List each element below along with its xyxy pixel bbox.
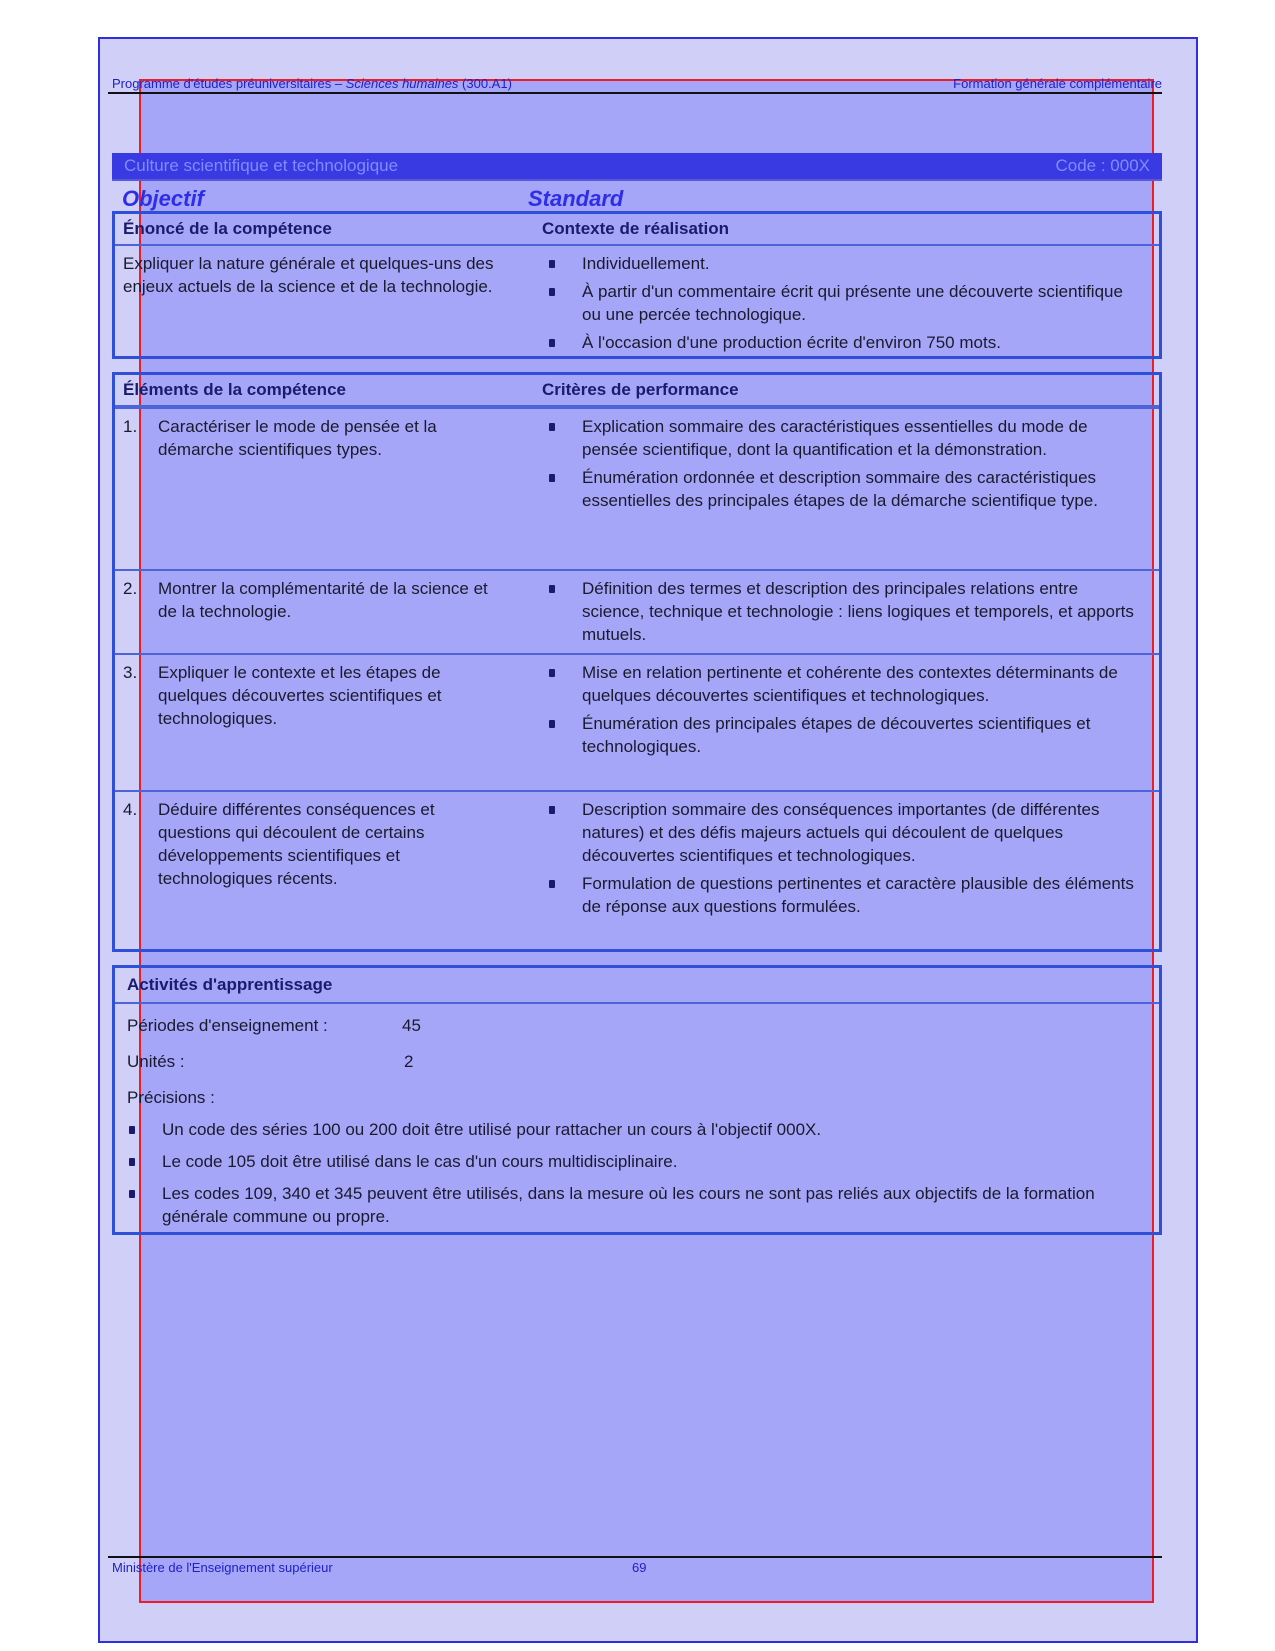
- element-row: [115, 407, 1159, 569]
- element-number: 4.: [123, 800, 138, 819]
- element-number: 1.: [123, 417, 138, 436]
- competence-box: [112, 211, 1162, 359]
- criterion-item: Énumération des principales étapes de découvertes scientifiques et technologiques.: [547, 712, 1137, 758]
- program-title: Programme d'études préuniversitaires – Sciences humaines (300.A1): [112, 76, 512, 91]
- element-row: [115, 653, 1159, 790]
- criterion-item: Description sommaire des conséquences importantes (de différentes natures) et des défis majeurs actuels qui découlent de quelques découvertes scientifiques et technologiques.: [547, 798, 1137, 867]
- ministry-name: Ministère de l'Enseignement supérieur: [112, 1560, 333, 1575]
- competence-statement-heading: Énoncé de la compétence: [123, 219, 332, 238]
- page-number: 69: [632, 1560, 647, 1575]
- objective-heading: Objectif: [122, 186, 204, 211]
- competence-head: [115, 214, 1159, 246]
- context-item: À l'occasion d'une production écrite d'environ 750 mots.: [547, 331, 1137, 354]
- periods-label: Périodes d'enseignement :: [127, 1016, 328, 1035]
- elements-head: [115, 375, 1159, 407]
- units-value: 2: [404, 1052, 414, 1071]
- element-text: Caractériser le mode de pensée et la démarche scientifiques types.: [158, 417, 437, 459]
- precisions-label: Précisions :: [127, 1088, 215, 1107]
- context-heading: Contexte de réalisation: [542, 219, 730, 238]
- element-text: Montrer la complémentarité de la science et de la technologie.: [158, 579, 488, 621]
- criteria-list: [547, 415, 1137, 517]
- element-row: [115, 790, 1159, 942]
- element-number: 2.: [123, 579, 138, 598]
- header-section: Formation générale complémentaire: [953, 76, 1162, 91]
- elements-box: [112, 372, 1162, 952]
- criterion-item: Formulation de questions pertinentes et caractère plausible des éléments de réponse aux questions formulées.: [547, 872, 1137, 918]
- activities-head: [115, 968, 1159, 1004]
- page-footer: [112, 1560, 1162, 1575]
- context-item: À partir d'un commentaire écrit qui présente une découverte scientifique ou une percée technologique.: [547, 280, 1137, 326]
- precision-item: Les codes 109, 340 et 345 peuvent être utilisés, dans la mesure où les cours ne sont pas reliés aux objectifs de la formation générale commune ou propre.: [127, 1182, 1147, 1228]
- activities-box: [112, 965, 1162, 1235]
- course-title-bar: [112, 153, 1162, 179]
- units-line: [127, 1052, 414, 1072]
- periods-line: [127, 1016, 421, 1036]
- criterion-item: Définition des termes et description des principales relations entre science, technique et technologie : liens logiques et temporels, et apports mutuels.: [547, 577, 1137, 646]
- course-title: Culture scientifique et technologique: [124, 156, 399, 175]
- element-text: Déduire différentes conséquences et questions qui découlent de certains développements scientifiques et technologiques récents.: [158, 800, 435, 888]
- context-item: Individuellement.: [547, 252, 1137, 275]
- footer-rule: [108, 1556, 1162, 1558]
- criteria-list: [547, 661, 1137, 763]
- units-label: Unités :: [127, 1052, 185, 1071]
- header-rule: [108, 92, 1162, 94]
- elements-heading: Éléments de la compétence: [123, 380, 346, 399]
- course-code: Code : 000X: [1055, 156, 1150, 175]
- context-list: [547, 252, 1137, 359]
- precision-item: Un code des séries 100 ou 200 doit être utilisé pour rattacher un cours à l'objectif 000X.: [127, 1118, 1147, 1141]
- activities-heading: Activités d'apprentissage: [127, 975, 333, 994]
- precisions-list: [127, 1118, 1147, 1233]
- standard-heading: Standard: [528, 186, 624, 211]
- criterion-item: Énumération ordonnée et description sommaire des caractéristiques essentielles des principales étapes de la démarche scientifique type.: [547, 466, 1137, 512]
- criteria-list: [547, 798, 1137, 923]
- criteria-list: [547, 577, 1137, 651]
- precision-item: Le code 105 doit être utilisé dans le cas d'un cours multidisciplinaire.: [127, 1150, 1147, 1173]
- criteria-heading: Critères de performance: [542, 380, 739, 399]
- competence-statement: Expliquer la nature générale et quelques-uns des enjeux actuels de la science et de la technologie.: [123, 254, 494, 296]
- criterion-item: Explication sommaire des caractéristiques essentielles du mode de pensée scientifique, dont la quantification et la démonstration.: [547, 415, 1137, 461]
- criterion-item: Mise en relation pertinente et cohérente des contextes déterminants de quelques découvertes scientifiques et technologiques.: [547, 661, 1137, 707]
- element-text: Expliquer le contexte et les étapes de quelques découvertes scientifiques et technologiques.: [158, 663, 442, 728]
- element-number: 3.: [123, 663, 138, 682]
- periods-value: 45: [402, 1016, 421, 1035]
- element-row: [115, 569, 1159, 653]
